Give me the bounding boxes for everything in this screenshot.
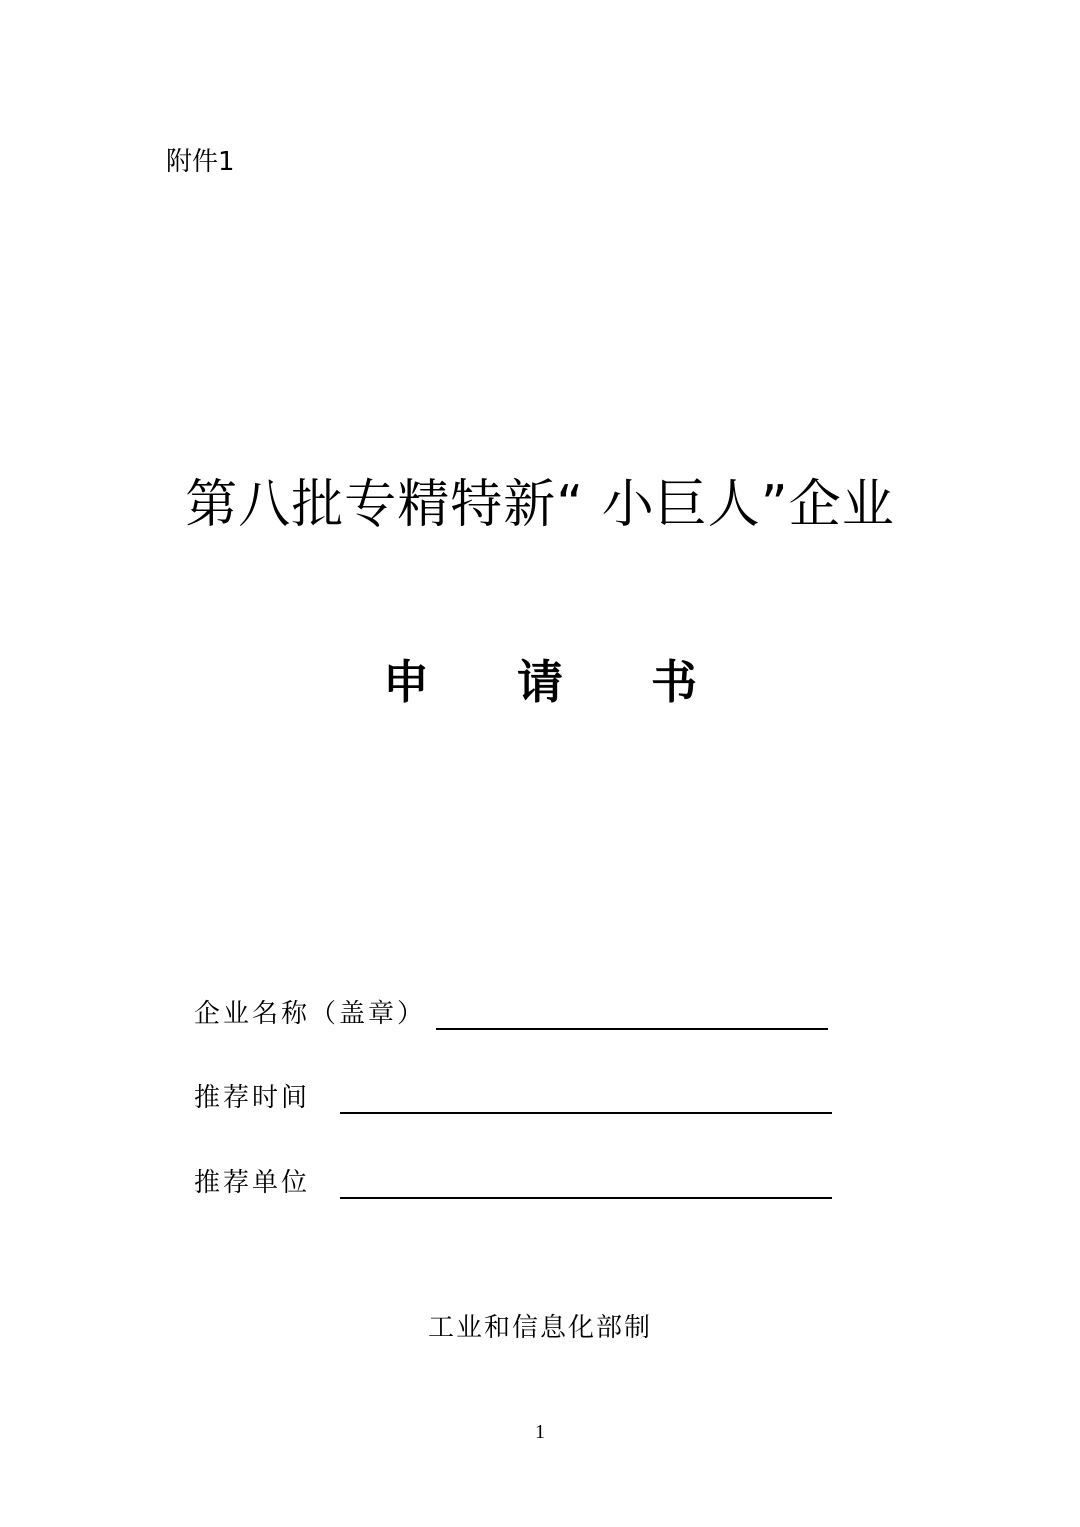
document-subtitle bbox=[0, 650, 1080, 714]
document-title: 第八批专精特新“ 小巨人”企业 bbox=[185, 475, 895, 535]
company-name-field bbox=[194, 992, 828, 1032]
recommend-time-blank-line[interactable] bbox=[340, 1082, 832, 1114]
subtitle-char: 请 bbox=[517, 655, 563, 709]
issuer-text: 工业和信息化部制 bbox=[427, 1313, 652, 1343]
subtitle-char: 申 bbox=[383, 655, 429, 709]
recommend-unit-blank-line[interactable] bbox=[340, 1167, 832, 1199]
recommend-unit-label: 推荐单位 bbox=[194, 1168, 311, 1198]
recommend-time-field bbox=[194, 1076, 832, 1116]
subtitle-char: 书 bbox=[651, 655, 697, 709]
company-name-blank-line[interactable] bbox=[436, 998, 828, 1030]
page-number: 1 bbox=[535, 1421, 545, 1443]
company-name-label: 企业名称（盖章） bbox=[194, 999, 427, 1029]
recommend-time-label: 推荐时间 bbox=[194, 1083, 311, 1113]
recommend-unit-field bbox=[194, 1161, 832, 1201]
attachment-label: 附件1 bbox=[166, 147, 235, 177]
